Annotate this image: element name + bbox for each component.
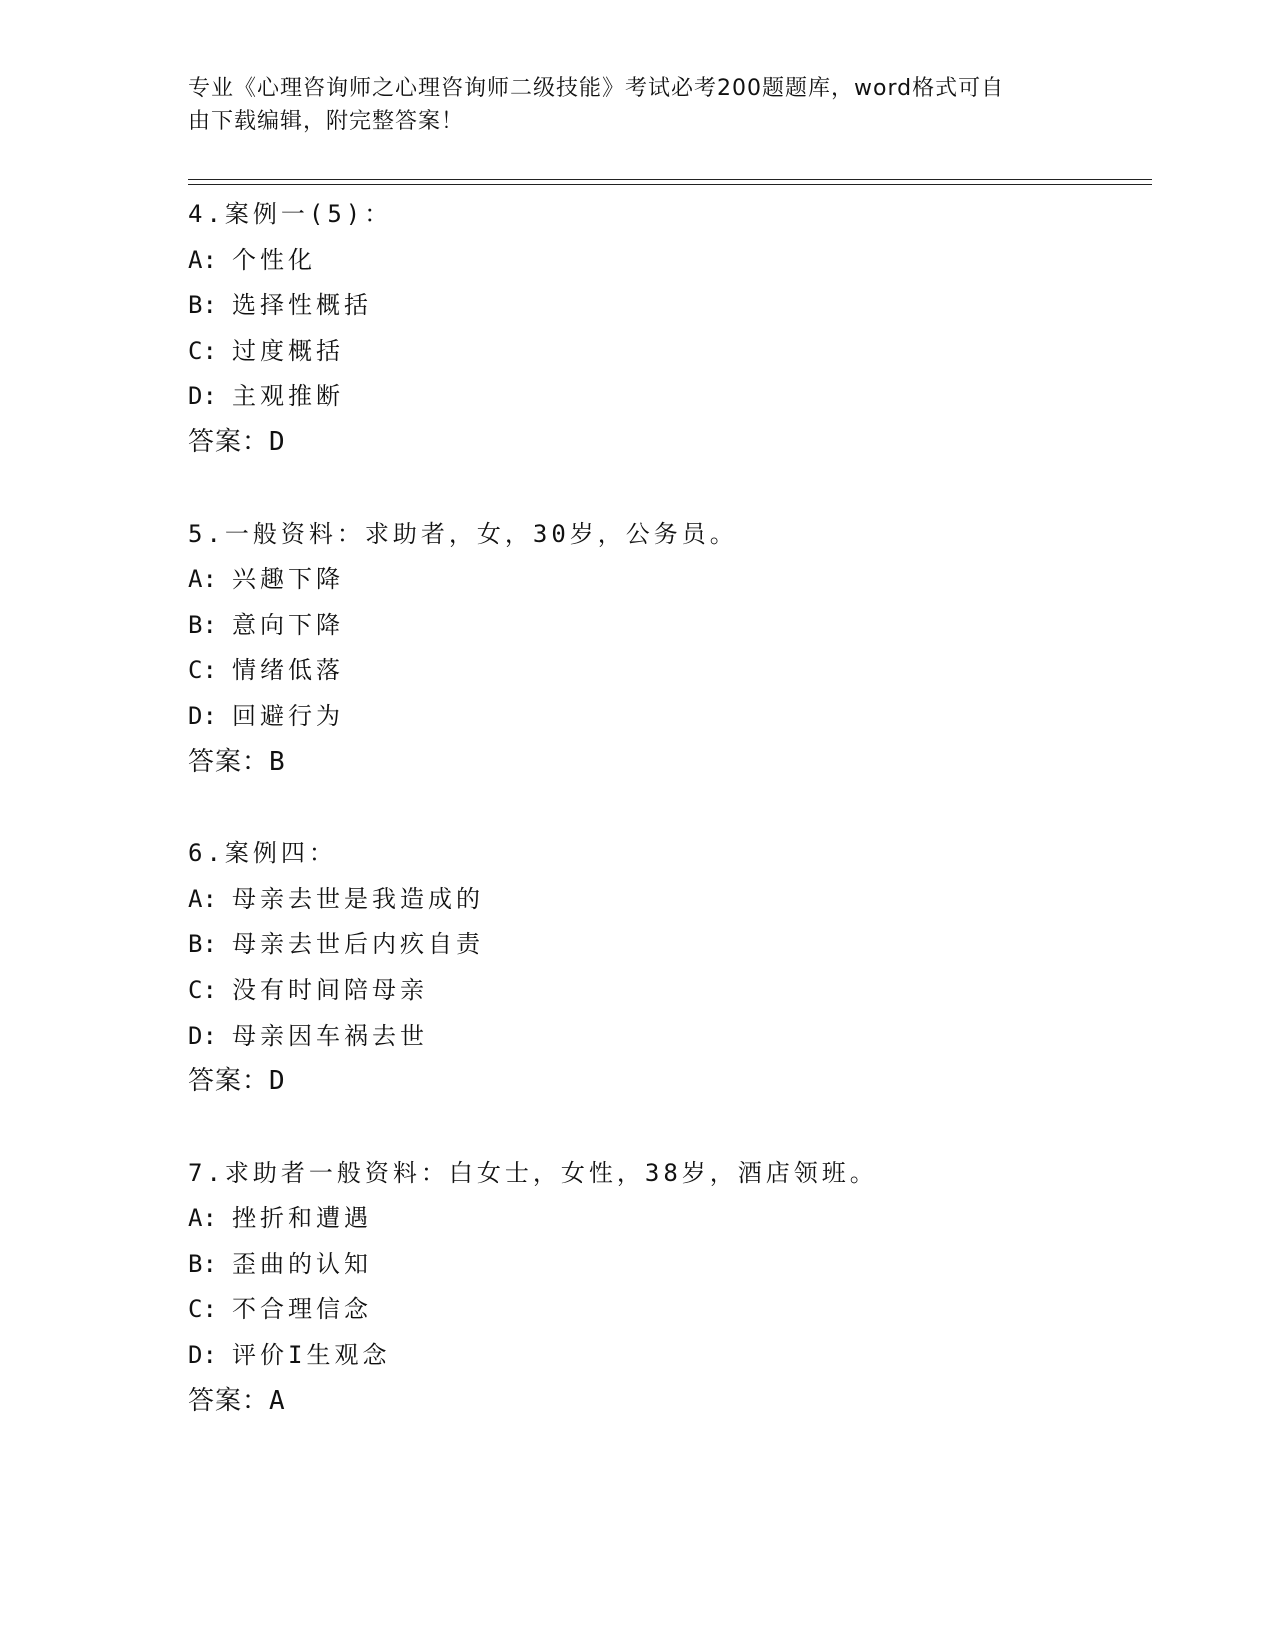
option-text: 母亲去世是我造成的 [232, 884, 484, 913]
question-5 [188, 512, 1148, 786]
option-text: 兴趣下降 [232, 565, 344, 594]
option-c [188, 968, 1148, 1014]
option-key: C: [188, 656, 217, 685]
option-c [188, 329, 1148, 375]
question-7 [188, 1151, 1148, 1425]
answer-label: 答案： [188, 1385, 270, 1416]
header-line-1: 专业《心理咨询师之心理咨询师二级技能》考试必考200题题库，word格式可自 [188, 76, 1005, 101]
option-text: 不合理信念 [232, 1295, 372, 1324]
question-6 [188, 831, 1148, 1105]
option-key: A: [188, 1204, 217, 1233]
answer-value: B [269, 746, 286, 777]
answer-label: 答案： [188, 1066, 270, 1097]
answer-line [188, 1059, 1148, 1105]
answer-label: 答案： [188, 746, 270, 777]
option-b [188, 283, 1148, 329]
header-divider-top [188, 179, 1152, 180]
document-header [188, 72, 1068, 138]
option-key: B: [188, 930, 217, 959]
option-key: C: [188, 975, 217, 1004]
answer-value: D [269, 1066, 286, 1097]
option-key: D: [188, 701, 217, 730]
option-text: 挫折和遭遇 [232, 1204, 372, 1233]
answer-value: A [269, 1385, 286, 1416]
option-text: 主观推断 [232, 382, 344, 411]
option-text: 情绪低落 [232, 656, 344, 685]
header-divider-bottom [188, 184, 1152, 185]
answer-value: D [269, 426, 286, 457]
question-stem: 6.案例四： [188, 839, 337, 868]
option-b [188, 922, 1148, 968]
option-d [188, 694, 1148, 740]
answer-line [188, 740, 1148, 786]
question-stem: 5.一般资料：求助者，女，30岁，公务员。 [188, 519, 738, 548]
option-key: C: [188, 336, 217, 365]
option-key: C: [188, 1295, 217, 1324]
option-key: B: [188, 610, 217, 639]
option-a [188, 238, 1148, 284]
question-stem: 7.求助者一般资料：白女士，女性，38岁，酒店领班。 [188, 1158, 878, 1187]
answer-line [188, 420, 1148, 466]
option-d [188, 374, 1148, 420]
option-text: 母亲因车祸去世 [232, 1021, 428, 1050]
option-key: B: [188, 1249, 217, 1278]
option-text: 歪曲的认知 [232, 1249, 372, 1278]
option-key: B: [188, 291, 217, 320]
option-text: 个性化 [232, 245, 316, 274]
option-key: D: [188, 1341, 217, 1370]
option-a [188, 877, 1148, 923]
option-b [188, 1242, 1148, 1288]
option-key: A: [188, 565, 217, 594]
option-a [188, 557, 1148, 603]
question-stem: 4.案例一(5)： [188, 200, 393, 228]
option-key: A: [188, 245, 217, 274]
option-text: 没有时间陪母亲 [232, 975, 428, 1004]
option-d [188, 1333, 1148, 1379]
option-text: 回避行为 [232, 701, 344, 730]
answer-label: 答案： [188, 426, 270, 457]
option-text: 意向下降 [232, 610, 344, 639]
question-4 [188, 192, 1148, 466]
option-d [188, 1014, 1148, 1060]
option-b [188, 603, 1148, 649]
option-key: A: [188, 884, 217, 913]
option-text: 母亲去世后内疚自责 [232, 930, 484, 959]
header-line-2: 由下载编辑，附完整答案！ [188, 109, 465, 134]
option-key: D: [188, 382, 217, 411]
option-text: 过度概括 [232, 336, 344, 365]
option-text: 选择性概括 [232, 291, 372, 320]
answer-line [188, 1379, 1148, 1425]
option-c [188, 648, 1148, 694]
option-text: 评价I生观念 [232, 1341, 391, 1370]
option-key: D: [188, 1021, 217, 1050]
question-list [188, 192, 1148, 1470]
option-c [188, 1287, 1148, 1333]
option-a [188, 1196, 1148, 1242]
